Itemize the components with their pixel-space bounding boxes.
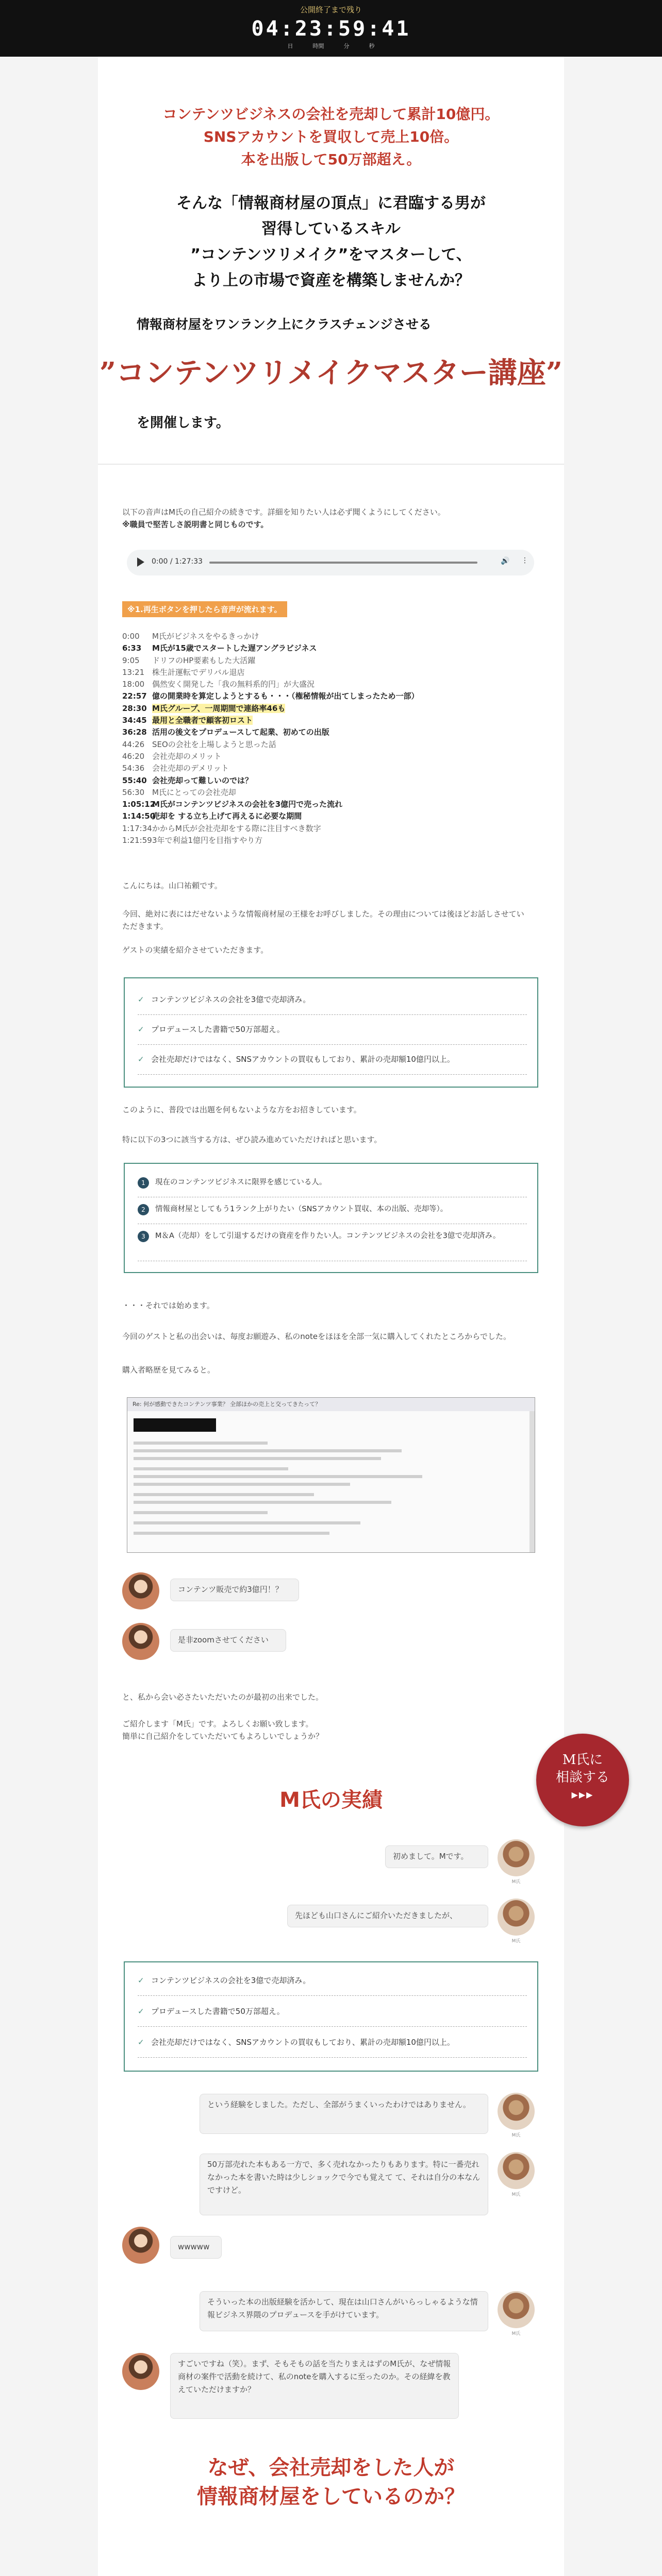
unit-minutes: 分 <box>343 43 350 49</box>
achievement-item: ✓ 会社売却だけではなく、SNSアカウントの買収もしており、累計の売却額10億円以上。 <box>138 1054 527 1075</box>
achievement-item: ✓ 会社売却だけではなく、SNSアカウントの買収もしており、累計の売却額10億円以上。 <box>138 2037 527 2058</box>
avatar-yamaguchi <box>122 2227 159 2264</box>
timestamp-time: 55:40 <box>122 775 147 785</box>
avatar-m <box>498 2291 535 2328</box>
timestamp-item[interactable] <box>122 703 524 715</box>
audio-seekbar[interactable] <box>209 562 477 564</box>
three-paragraph: 特に以下の3つに該当する方は、ぜひ読み進めていただければと思います。 <box>122 1135 382 1144</box>
timestamp-time: 44:26 <box>122 739 145 749</box>
hero-line: 習得しているスキル <box>261 220 401 238</box>
timestamp-item[interactable] <box>122 715 524 726</box>
chat-bubble: wwwww <box>170 2236 222 2259</box>
timestamp-item[interactable] <box>122 642 524 654</box>
intro-line: 以下の音声はM氏の自己紹介の続きです。詳細を知りたい人は必ず聞くようにしてください。 <box>122 507 445 517</box>
timestamp-text: M氏が15歳でスタートした遅アングラビジネス <box>152 643 317 653</box>
audio-time: 0:00 / 1:27:33 <box>152 557 203 566</box>
avatar-m <box>498 2152 535 2189</box>
consult-m-button[interactable] <box>536 1734 629 1826</box>
timestamp-text: 活用の後文をプロデュースして起業、初めての出版 <box>152 727 329 737</box>
timestamp-text: M氏がコンテンツビジネスの会社を3億円で売った流れ <box>152 800 343 809</box>
today-paragraph: 今回、絶対に表にはだせないような情報商材屋の王様をお呼びしました。その理由については後ほどお話しさせていただきます。 <box>122 909 524 931</box>
check-icon: ✓ <box>138 2007 144 2016</box>
achievement-item: ✓ コンテンツビジネスの会社を3億で売却済み。 <box>138 1975 527 1996</box>
greeting: こんにちは。山口祐頼です。 <box>122 881 222 890</box>
timestamp-text: M氏がビジネスをやるきっかけ <box>152 632 259 641</box>
email-screenshot <box>127 1397 535 1553</box>
hero-achievements <box>98 103 564 171</box>
hero-line: より上の市場で資産を構築しませんか？ <box>192 272 470 290</box>
timestamp-time: 1:17:34 <box>122 823 152 833</box>
timestamp-item[interactable] <box>122 751 524 762</box>
hero-line: SNSアカウントを買収して売上10倍。 <box>203 128 459 145</box>
target-box <box>124 1163 538 1273</box>
hero-section <box>98 57 564 464</box>
check-icon: ✓ <box>138 1025 144 1034</box>
timestamp-item[interactable] <box>122 655 524 667</box>
timestamp-item[interactable] <box>122 810 524 822</box>
consult-line2: 相談する <box>555 1770 609 1785</box>
achievement-item: ✓ プロデュースした書籍で50万部超え。 <box>138 1024 527 1045</box>
timestamp-time: 0:00 <box>122 632 140 641</box>
ask-paragraph: 簡単に自己紹介をしていただいてもよろしいでしょうか？ <box>122 1732 324 1741</box>
timestamp-text: 億の開業時を算定しようとするも・・・（権秘情報が出てしまったため一部） <box>152 691 419 701</box>
volume-icon[interactable]: 🔊 <box>501 557 510 565</box>
check-icon: ✓ <box>138 995 144 1004</box>
timestamp-time: 22:57 <box>122 691 147 701</box>
avatar-m <box>498 1839 535 1876</box>
intro-note: ※職員で堅苦しさ説明書と同じものです。 <box>122 520 269 529</box>
avatar-m <box>498 1899 535 1936</box>
hero-lead: 情報商材屋をワンランク上にクラスチェンジさせる <box>137 317 432 332</box>
achievement-item: ✓ プロデュースした書籍で50万部超え。 <box>138 2006 527 2027</box>
achievement-box-1 <box>124 977 538 1088</box>
history-paragraph: 購入者略歴を見てみると。 <box>122 1365 216 1375</box>
timestamp-item[interactable] <box>122 762 524 774</box>
play-icon[interactable] <box>137 557 144 567</box>
hero-open: を開催します。 <box>137 415 229 431</box>
hero-line: コンテンツビジネスの会社を売却して累計10億円。 <box>162 106 500 123</box>
achievement-item: ✓ コンテンツビジネスの会社を3億で売却済み。 <box>138 994 527 1015</box>
timestamp-item[interactable] <box>122 787 524 799</box>
email-title: Re: 何が感動できたコンテンツ事業？ 全部ほかの売上と交ってきたって？ <box>127 1398 535 1411</box>
timestamp-item[interactable] <box>122 631 524 642</box>
timestamp-text: かからM氏が会社売却をする際に注目すべき数字 <box>152 823 321 833</box>
screenshot-scrollbar <box>529 1411 535 1552</box>
start-paragraph: ・・・それでは始めます。 <box>122 1301 214 1310</box>
timestamp-item[interactable] <box>122 775 524 787</box>
timestamp-text: M氏にとっての会社売却 <box>152 787 236 797</box>
avatar-yamaguchi <box>122 1623 159 1660</box>
timestamp-time: 54:36 <box>122 764 145 773</box>
avatar-yamaguchi <box>122 1572 159 1609</box>
timestamp-text: 会社売却って難しいのでは？ <box>152 775 253 785</box>
main-content: 以下の音声はM氏の自己紹介の続きです。詳細を知りたい人は必ず聞くようにしてください。 ※職員で堅苦しさ説明書と同じものです。 0:00 / 1:27:33 🔊 ⋮ ※1.再生ボタンを押したら音声が流れます。 0:00 M氏がビジネスをやるきっかけ 6:33 M氏が15歳でスタートした遅アングラビジネス 9:05 ドリフのHP要素もした大活躍 13:21 株生計運転でデリバル退店 18:00 偶然安く開発した「我の無料系的円」が大盛況 22:57 億の開業時を算定しようとするも・・・（権秘情報が出てしまったため一部） 28:30 M氏グループ、一周期間で連絡率46も 34:45 最用と全職者で顧客初ロスト 36:28 活用の後文をプロデュースして起業、初めての出版 44:26 SEOの会社を上場しようと思った話 46:20 会社売却のメリット 54:36 会社売却のデメリット 55:40 会社売却って難しいのでは？ 56:30 M氏にとっての会社売却 1:05:12M氏がコンテンツビジネスの会社を3億円で売った流れ 1:14:50売却を する立ち上げて再えるに必要な期間 1:17:34かからM氏が会社売却をする際に注目すべき数字 1:21:593年で利益1億円を目指すやり方 こんにちは。山口祐頼です。 今回、絶対に表にはだせないような情報商材屋の王様をお呼びしました。その理由については後ほどお話しさせていただきます。 ゲストの実績を紹介させていただきます。 ✓ コンテンツビジネスの会社を3億で売却済み。 ✓ プロデュースした書籍で50万部超え。 ✓ 会社売却だけではなく、SNSアカウントの買収もしており、累計の売却額10億円以上。 このように、普段では出題を何もないような方をお招きしています。 特に以下の3つに該当する方は、ぜひ読み進めていただければと思います。 1 現在のコンテンツビジネスに限界を感じている人。 2 情報商材屋としてもう1ランク上がりたい（SNSアカウント買収、本の出版、売却等）。 3 M＆A（売却）をして引退するだけの資産を作りたい人。コンテンツビジネスの会社を3億で売却済み。 ・・・それでは始めます。 今回のゲストと私の出会いは、毎度お願遊み、私のnoteをほほを全部一気に購入してくれたところからでした。 購入者略歴を見てみると。 Re: 何が感動できたコンテンツ事業？ 全部ほかの売上と交ってきたって？ コンテンツ販売で約3億円！？ 是非zoomさせてください と、私から会い必さたいただいたのが最初の出来でした。 ご紹介します「M氏」です。よろしくお願い致します。 簡単に自己紹介をしていただいてもよろしいでしょうか？ M氏の実績 初めまして。Mです。 M氏 先ほども山口さんにご紹介いただきましたが、 M氏 ✓ コンテンツビジネスの会社を3億で売却済み。 ✓ プロデュースした書籍で50万部超え。 ✓ 会社売却だけではなく、SNSアカウントの買収もしており、累計の売却額10億円以上。 という経験をしました。ただし、全部がうまくいったわけではありません。 M氏 50万部売れた本もある一方で、多く売れなかったりもあります。特に一番売れなかった本を書いた時は少しショックで今でも覚えて て、それは自分の本なんですけど。 M氏 wwwww そういった本の出版経験を活かして、現在は山口さんがいらっしゃるような情報ビジネス界隈のプロデュースを手がけています。 M氏 すごいですね（笑）。まず、そもそもの話を当たりまえはずのM氏が、なぜ情報商材の案件で活動を続けて、私のnoteを購入するに至ったのか。その経緯を教えていただけますか？ なぜ、会社売却をした人が 情報商材屋をしているのか？ <box>98 464 564 2576</box>
unit-seconds: 秒 <box>369 43 375 49</box>
target-item: 2 情報商材屋としてもう1ランク上がりたい（SNSアカウント買収、本の出版、売却等）。 <box>138 1203 527 1224</box>
check-icon: ✓ <box>138 2038 144 2047</box>
section-title-why: なぜ、会社売却をした人が 情報商材屋をしているのか？ <box>197 2456 465 2509</box>
after-paragraph: と、私から会い必さたいただいたのが最初の出来でした。 <box>122 1692 324 1702</box>
section-title-achievements: M氏の実績 <box>279 1788 383 1812</box>
hero-line: 本を出版して50万部超え。 <box>241 151 421 168</box>
timestamp-list <box>122 631 524 846</box>
countdown-bar <box>0 0 662 57</box>
target-item: 3 M＆A（売却）をして引退するだけの資産を作りたい人。コンテンツビジネスの会社を3億で売却済み。 <box>138 1230 527 1261</box>
achievement-box-2 <box>124 1961 538 2072</box>
timestamp-text: M氏グループ、一周期間で連絡率46も <box>152 703 286 713</box>
timestamp-text: 偶然安く開発した「我の無料系的円」が大盛況 <box>152 680 315 689</box>
timestamp-item[interactable] <box>122 739 524 751</box>
timestamp-text: 3年で利益1億円を目指すやり方 <box>152 836 263 845</box>
check-icon: ✓ <box>138 1976 144 1985</box>
story-paragraph: 今回のゲストと私の出会いは、毎度お願遊み、私のnoteをほほを全部一気に購入してくれたところからでした。 <box>122 1332 511 1341</box>
consult-line1: M氏に <box>562 1752 603 1768</box>
timestamp-item[interactable] <box>122 835 524 846</box>
timestamp-text: 売却を する立ち上げて再えるに必要な期間 <box>152 811 302 821</box>
timestamp-time: 1:05:12 <box>122 800 156 809</box>
timestamp-item[interactable] <box>122 690 524 702</box>
like-paragraph: このように、普段では出題を何もないような方をお招きしています。 <box>122 1105 361 1114</box>
more-options-icon[interactable]: ⋮ <box>521 556 528 565</box>
timestamp-time: 1:14:50 <box>122 811 156 821</box>
countdown-units <box>0 42 662 50</box>
hero-line: ”コンテンツリメイク”をマスターして、 <box>190 246 472 264</box>
timestamp-time: 36:28 <box>122 727 147 737</box>
chat-bubble: 是非zoomさせてください <box>170 1629 286 1652</box>
hero-line: そんな「情報商材屋の頂点」に君臨する男が <box>176 194 486 212</box>
course-title: ”コンテンツリメイクマスター講座” <box>99 356 563 390</box>
timestamp-text: ドリフのHP要素もした大活躍 <box>152 655 256 665</box>
audio-player[interactable] <box>127 550 534 575</box>
timestamp-item[interactable] <box>122 799 524 810</box>
timestamp-item[interactable] <box>122 726 524 738</box>
countdown-timer: 04:23:59:41 <box>251 17 411 41</box>
timestamp-time: 9:05 <box>122 655 140 665</box>
chat-bubble: コンテンツ販売で約3億円！？ <box>170 1579 299 1601</box>
chat-bubble: そういった本の出版経験を活かして、現在は山口さんがいらっしゃるような情報ビジネス界隈のプロデュースを手がけています。 <box>200 2291 488 2331</box>
timestamp-text: 最用と全職者で顧客初ロスト <box>152 716 253 725</box>
timestamp-text: 株生計運転でデリバル退店 <box>152 667 245 677</box>
timestamp-time: 28:30 <box>122 703 147 713</box>
timestamp-item[interactable] <box>122 823 524 835</box>
guest-intro: ゲストの実績を紹介させていただきます。 <box>122 945 269 955</box>
avatar-m <box>498 2093 535 2130</box>
hero-question <box>98 191 564 294</box>
intro-m-paragraph: ご紹介します「M氏」です。よろしくお願い致します。 <box>122 1719 313 1728</box>
timestamp-time: 1:21:59 <box>122 836 152 845</box>
arrow-icon: ▶▶▶ <box>571 1790 594 1800</box>
chat-bubble: という経験をしました。ただし、全部がうまくいったわけではありません。 <box>200 2094 488 2134</box>
play-note-highlight: ※1.再生ボタンを押したら音声が流れます。 <box>122 601 287 617</box>
redaction-block <box>134 1418 216 1432</box>
unit-days: 日 <box>287 43 293 49</box>
countdown-label: 公開終了まで残り <box>300 5 362 14</box>
timestamp-time: 56:30 <box>122 787 145 797</box>
target-item: 1 現在のコンテンツビジネスに限界を感じている人。 <box>138 1176 527 1197</box>
timestamp-text: SEOの会社を上場しようと思った話 <box>152 739 276 749</box>
timestamp-item[interactable] <box>122 667 524 679</box>
chat-bubble: 50万部売れた本もある一方で、多く売れなかったりもあります。特に一番売れなかった本を書いた時は少しショックで今でも覚えて て、それは自分の本なんですけど。 <box>200 2154 488 2215</box>
timestamp-text: 会社売却のデメリット <box>152 764 229 773</box>
timestamp-text: 会社売却のメリット <box>152 751 222 761</box>
chat-bubble: すごいですね（笑）。まず、そもそもの話を当たりまえはずのM氏が、なぜ情報商材の案件で活動を続けて、私のnoteを購入するに至ったのか。その経緯を教えていただけますか？ <box>170 2353 459 2419</box>
avatar-yamaguchi <box>122 2353 159 2390</box>
timestamp-time: 18:00 <box>122 680 145 689</box>
timestamp-time: 6:33 <box>122 643 142 653</box>
timestamp-time: 46:20 <box>122 751 145 761</box>
check-icon: ✓ <box>138 1055 144 1064</box>
chat-bubble: 先ほども山口さんにご紹介いただきましたが、 <box>287 1905 488 1927</box>
timestamp-time: 13:21 <box>122 667 145 677</box>
timestamp-time: 34:45 <box>122 716 147 725</box>
chat-bubble: 初めまして。Mです。 <box>385 1845 488 1868</box>
timestamp-item[interactable] <box>122 679 524 690</box>
unit-hours: 時間 <box>312 43 324 49</box>
